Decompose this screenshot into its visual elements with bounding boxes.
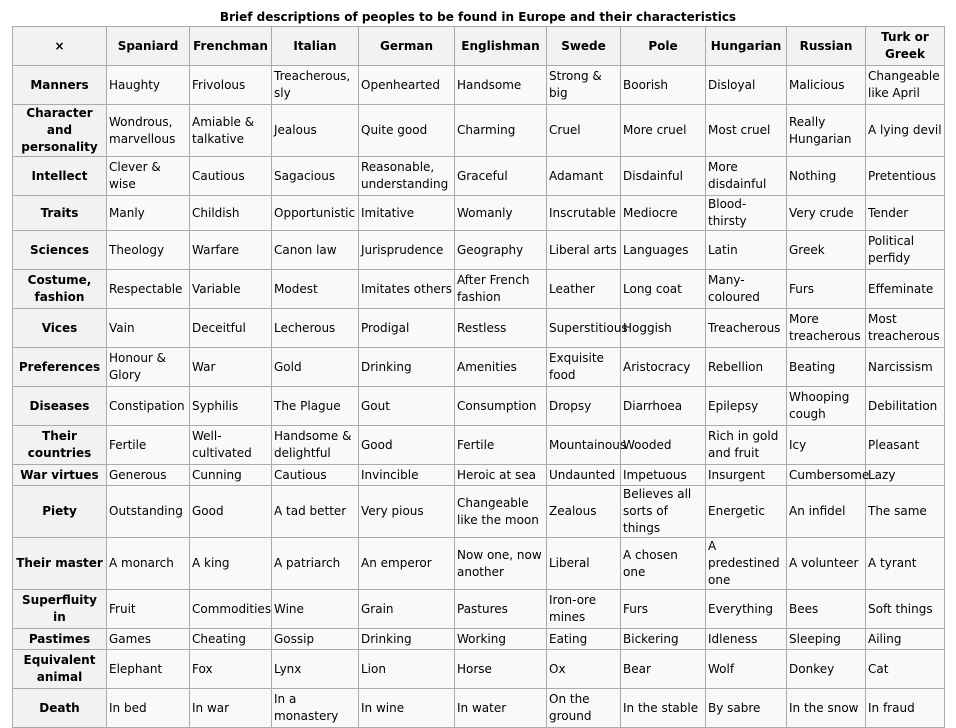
table-cell: Wondrous, marvellous xyxy=(107,105,190,157)
table-cell: Imitative xyxy=(359,196,455,231)
row-header: Intellect xyxy=(13,157,107,196)
table-cell: Mediocre xyxy=(621,196,706,231)
table-cell: Drinking xyxy=(359,348,455,387)
table-cell: Well-cultivated xyxy=(190,426,272,465)
column-header: Turk or Greek xyxy=(866,27,945,66)
table-row xyxy=(13,105,945,157)
table-cell: Leather xyxy=(547,270,621,309)
table-cell: Beating xyxy=(787,348,866,387)
table-row xyxy=(13,486,945,538)
table-cell: The Plague xyxy=(272,387,359,426)
table-row xyxy=(13,689,945,728)
table-cell: Wine xyxy=(272,590,359,629)
table-row xyxy=(13,66,945,105)
table-cell: Horse xyxy=(455,650,547,689)
table-cell: Restless xyxy=(455,309,547,348)
table-cell: In a monastery xyxy=(272,689,359,728)
table-cell: Adamant xyxy=(547,157,621,196)
table-row xyxy=(13,465,945,486)
table-cell: Debilitation xyxy=(866,387,945,426)
table-cell: Theology xyxy=(107,231,190,270)
table-cell: Warfare xyxy=(190,231,272,270)
column-header: Russian xyxy=(787,27,866,66)
table-cell: Openhearted xyxy=(359,66,455,105)
row-header: Superfluity in xyxy=(13,590,107,629)
table-cell: Ox xyxy=(547,650,621,689)
table-cell: Energetic xyxy=(706,486,787,538)
table-cell: Really Hungarian xyxy=(787,105,866,157)
table-cell: Mountainous xyxy=(547,426,621,465)
table-cell: Commodities xyxy=(190,590,272,629)
table-row xyxy=(13,231,945,270)
table-cell: A chosen one xyxy=(621,538,706,590)
table-cell: Cautious xyxy=(272,465,359,486)
table-cell: Treacherous, sly xyxy=(272,66,359,105)
table-cell: Donkey xyxy=(787,650,866,689)
table-row xyxy=(13,270,945,309)
table-cell: Soft things xyxy=(866,590,945,629)
table-cell: Consumption xyxy=(455,387,547,426)
table-cell: A predestined one xyxy=(706,538,787,590)
row-header: Death xyxy=(13,689,107,728)
table-cell: Fox xyxy=(190,650,272,689)
table-cell: Reasonable, understanding xyxy=(359,157,455,196)
table-cell: In water xyxy=(455,689,547,728)
table-cell: Frivolous xyxy=(190,66,272,105)
column-header: Swede xyxy=(547,27,621,66)
table-cell: Charming xyxy=(455,105,547,157)
table-cell: Amenities xyxy=(455,348,547,387)
table-cell: Bear xyxy=(621,650,706,689)
table-cell: An emperor xyxy=(359,538,455,590)
table-cell: Superstitious xyxy=(547,309,621,348)
table-cell: Changeable like the moon xyxy=(455,486,547,538)
table-cell: Fertile xyxy=(455,426,547,465)
table-cell: Invincible xyxy=(359,465,455,486)
table-cell: Bickering xyxy=(621,629,706,650)
table-cell: Syphilis xyxy=(190,387,272,426)
table-cell: In fraud xyxy=(866,689,945,728)
table-cell: Believes all sorts of things xyxy=(621,486,706,538)
table-cell: A king xyxy=(190,538,272,590)
table-row xyxy=(13,157,945,196)
table-cell: Changeable like April xyxy=(866,66,945,105)
table-cell: Disdainful xyxy=(621,157,706,196)
table-cell: In the snow xyxy=(787,689,866,728)
table-cell: A monarch xyxy=(107,538,190,590)
table-cell: Blood-thirsty xyxy=(706,196,787,231)
table-cell: A tyrant xyxy=(866,538,945,590)
table-cell: Lion xyxy=(359,650,455,689)
row-header: Piety xyxy=(13,486,107,538)
table-cell: Pastures xyxy=(455,590,547,629)
table-cell: After French fashion xyxy=(455,270,547,309)
table-cell: Political perfidy xyxy=(866,231,945,270)
table-cell: By sabre xyxy=(706,689,787,728)
table-cell: Everything xyxy=(706,590,787,629)
table-cell: Canon law xyxy=(272,231,359,270)
table-cell: Prodigal xyxy=(359,309,455,348)
row-header: Traits xyxy=(13,196,107,231)
table-cell: Fertile xyxy=(107,426,190,465)
header-row xyxy=(13,27,945,66)
table-body xyxy=(13,66,945,728)
table-cell: Furs xyxy=(787,270,866,309)
table-cell: More disdainful xyxy=(706,157,787,196)
table-row xyxy=(13,196,945,231)
table-cell: An infidel xyxy=(787,486,866,538)
table-cell: Cheating xyxy=(190,629,272,650)
table-cell: Good xyxy=(190,486,272,538)
table-row xyxy=(13,426,945,465)
row-header: Their countries xyxy=(13,426,107,465)
table-cell: Quite good xyxy=(359,105,455,157)
table-cell: Whooping cough xyxy=(787,387,866,426)
table-cell: Honour & Glory xyxy=(107,348,190,387)
table-cell: Diarrhoea xyxy=(621,387,706,426)
characteristics-table xyxy=(12,26,945,728)
table-cell: Respectable xyxy=(107,270,190,309)
table-cell: Constipation xyxy=(107,387,190,426)
table-cell: A tad better xyxy=(272,486,359,538)
table-cell: Grain xyxy=(359,590,455,629)
table-cell: Variable xyxy=(190,270,272,309)
table-cell: Bees xyxy=(787,590,866,629)
table-cell: Jurisprudence xyxy=(359,231,455,270)
table-cell: Boorish xyxy=(621,66,706,105)
column-header: Italian xyxy=(272,27,359,66)
table-cell: Rich in gold and fruit xyxy=(706,426,787,465)
table-cell: Tender xyxy=(866,196,945,231)
table-cell: Liberal xyxy=(547,538,621,590)
column-header: Englishman xyxy=(455,27,547,66)
row-header: Manners xyxy=(13,66,107,105)
table-cell: Languages xyxy=(621,231,706,270)
table-cell: Eating xyxy=(547,629,621,650)
table-cell: Childish xyxy=(190,196,272,231)
table-cell: Drinking xyxy=(359,629,455,650)
table-cell: Sagacious xyxy=(272,157,359,196)
table-cell: Icy xyxy=(787,426,866,465)
table-row xyxy=(13,387,945,426)
table-cell: Cunning xyxy=(190,465,272,486)
row-header: Preferences xyxy=(13,348,107,387)
table-cell: Jealous xyxy=(272,105,359,157)
table-row xyxy=(13,629,945,650)
table-cell: Narcissism xyxy=(866,348,945,387)
table-cell: In war xyxy=(190,689,272,728)
table-cell: Most treacherous xyxy=(866,309,945,348)
table-cell: Heroic at sea xyxy=(455,465,547,486)
table-cell: Very pious xyxy=(359,486,455,538)
table-cell: Clever & wise xyxy=(107,157,190,196)
table-row xyxy=(13,309,945,348)
table-cell: Iron-ore mines xyxy=(547,590,621,629)
table-cell: Gold xyxy=(272,348,359,387)
row-header: Character and personality xyxy=(13,105,107,157)
table-cell: Imitates others xyxy=(359,270,455,309)
table-cell: Hoggish xyxy=(621,309,706,348)
table-cell: Elephant xyxy=(107,650,190,689)
table-cell: Wooded xyxy=(621,426,706,465)
table-cell: Geography xyxy=(455,231,547,270)
table-cell: Disloyal xyxy=(706,66,787,105)
table-cell: Furs xyxy=(621,590,706,629)
table-cell: Gossip xyxy=(272,629,359,650)
table-cell: Outstanding xyxy=(107,486,190,538)
table-cell: Lecherous xyxy=(272,309,359,348)
table-cell: Treacherous xyxy=(706,309,787,348)
table-wrapper xyxy=(12,8,944,728)
table-cell: Modest xyxy=(272,270,359,309)
table-cell: Generous xyxy=(107,465,190,486)
table-row xyxy=(13,590,945,629)
column-header: German xyxy=(359,27,455,66)
table-cell: A patriarch xyxy=(272,538,359,590)
corner-header: × xyxy=(13,27,107,66)
table-cell: Opportunistic xyxy=(272,196,359,231)
row-header: Equivalent animal xyxy=(13,650,107,689)
table-cell: Strong & big xyxy=(547,66,621,105)
table-cell: Insurgent xyxy=(706,465,787,486)
table-cell: Long coat xyxy=(621,270,706,309)
table-cell: Greek xyxy=(787,231,866,270)
table-cell: Wolf xyxy=(706,650,787,689)
table-cell: Impetuous xyxy=(621,465,706,486)
table-cell: Very crude xyxy=(787,196,866,231)
table-cell: Deceitful xyxy=(190,309,272,348)
table-cell: Exquisite food xyxy=(547,348,621,387)
table-cell: Lazy xyxy=(866,465,945,486)
row-header: Costume, fashion xyxy=(13,270,107,309)
table-cell: Gout xyxy=(359,387,455,426)
row-header: War virtues xyxy=(13,465,107,486)
table-cell: Epilepsy xyxy=(706,387,787,426)
table-cell: Graceful xyxy=(455,157,547,196)
table-cell: Cat xyxy=(866,650,945,689)
column-header: Hungarian xyxy=(706,27,787,66)
table-cell: Handsome & delightful xyxy=(272,426,359,465)
table-cell: In the stable xyxy=(621,689,706,728)
row-header: Sciences xyxy=(13,231,107,270)
table-cell: Cautious xyxy=(190,157,272,196)
table-cell: Lynx xyxy=(272,650,359,689)
table-cell: More cruel xyxy=(621,105,706,157)
table-cell: Now one, now another xyxy=(455,538,547,590)
table-cell: Zealous xyxy=(547,486,621,538)
table-cell: Ailing xyxy=(866,629,945,650)
table-cell: Haughty xyxy=(107,66,190,105)
table-cell: Rebellion xyxy=(706,348,787,387)
table-cell: Manly xyxy=(107,196,190,231)
table-cell: Undaunted xyxy=(547,465,621,486)
table-cell: Handsome xyxy=(455,66,547,105)
row-header: Their master xyxy=(13,538,107,590)
table-cell: Dropsy xyxy=(547,387,621,426)
table-row xyxy=(13,348,945,387)
table-cell: Effeminate xyxy=(866,270,945,309)
table-row xyxy=(13,650,945,689)
table-cell: More treacherous xyxy=(787,309,866,348)
table-cell: Working xyxy=(455,629,547,650)
table-cell: Cumbersome xyxy=(787,465,866,486)
column-header: Frenchman xyxy=(190,27,272,66)
table-cell: Pleasant xyxy=(866,426,945,465)
table-cell: Malicious xyxy=(787,66,866,105)
table-cell: Pretentious xyxy=(866,157,945,196)
row-header: Diseases xyxy=(13,387,107,426)
table-row xyxy=(13,538,945,590)
column-header: Pole xyxy=(621,27,706,66)
table-cell: Aristocracy xyxy=(621,348,706,387)
table-cell: Fruit xyxy=(107,590,190,629)
table-cell: Idleness xyxy=(706,629,787,650)
table-cell: A volunteer xyxy=(787,538,866,590)
row-header: Pastimes xyxy=(13,629,107,650)
table-cell: Nothing xyxy=(787,157,866,196)
table-cell: Inscrutable xyxy=(547,196,621,231)
table-cell: In wine xyxy=(359,689,455,728)
table-cell: Games xyxy=(107,629,190,650)
table-caption: Brief descriptions of peoples to be found in Europe and their characteristics xyxy=(219,10,737,24)
table-cell: The same xyxy=(866,486,945,538)
column-header: Spaniard xyxy=(107,27,190,66)
table-cell: Most cruel xyxy=(706,105,787,157)
table-cell: Cruel xyxy=(547,105,621,157)
row-header: Vices xyxy=(13,309,107,348)
table-cell: Vain xyxy=(107,309,190,348)
table-cell: Many-coloured xyxy=(706,270,787,309)
table-cell: Latin xyxy=(706,231,787,270)
table-cell: Liberal arts xyxy=(547,231,621,270)
table-cell: In bed xyxy=(107,689,190,728)
table-cell: Sleeping xyxy=(787,629,866,650)
table-cell: A lying devil xyxy=(866,105,945,157)
table-cell: Good xyxy=(359,426,455,465)
table-cell: War xyxy=(190,348,272,387)
table-cell: On the ground xyxy=(547,689,621,728)
table-cell: Womanly xyxy=(455,196,547,231)
table-cell: Amiable & talkative xyxy=(190,105,272,157)
